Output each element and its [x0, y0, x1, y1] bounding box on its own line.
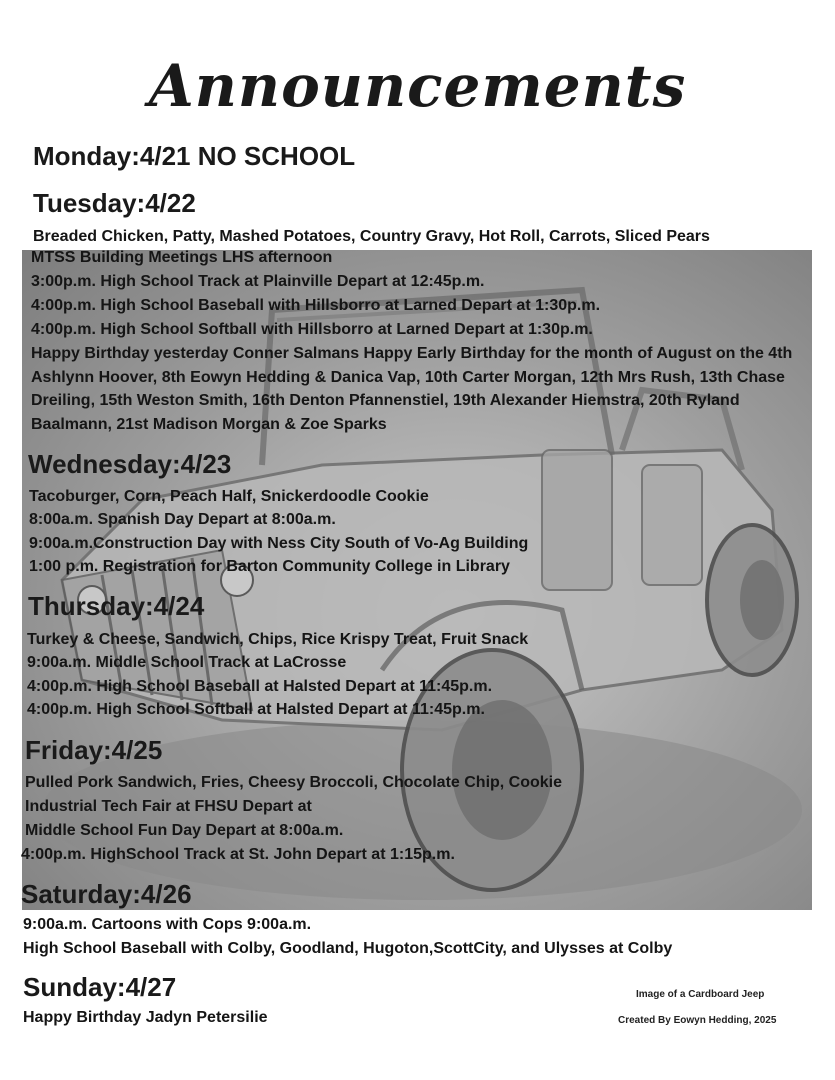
friday-item: Middle School Fun Day Depart at 8:00a.m.: [25, 822, 344, 839]
wednesday-item: 9:00a.m.Construction Day with Ness City South of Vo-Ag Building: [29, 535, 529, 552]
thursday-item: Turkey & Cheese, Sandwich, Chips, Rice Krispy Treat, Fruit Snack: [27, 631, 529, 648]
thursday-heading: Thursday:4/24: [28, 591, 205, 621]
saturday-item: High School Baseball with Colby, Goodland, Hugoton,ScottCity, and Ulysses at Colby: [23, 940, 673, 957]
saturday-heading: Saturday:4/26: [21, 879, 192, 909]
saturday-item: 9:00a.m. Cartoons with Cops 9:00a.m.: [23, 916, 312, 933]
sunday-heading: Sunday:4/27: [23, 972, 177, 1002]
tuesday-item: 3:00p.m. High School Track at Plainville Depart at 12:45p.m.: [31, 273, 485, 290]
wednesday-heading: Wednesday:4/23: [28, 449, 232, 479]
image-caption: Image of a Cardboard Jeep: [636, 989, 765, 1000]
tuesday-item: 4:00p.m. High School Baseball with Hillsborro at Larned Depart at 1:30p.m.: [31, 297, 601, 314]
monday-heading: Monday:4/21 NO SCHOOL: [33, 141, 356, 171]
friday-heading: Friday:4/25: [25, 735, 163, 765]
friday-item: Industrial Tech Fair at FHSU Depart at: [25, 798, 312, 815]
tuesday-birthdays: Happy Birthday yesterday Conner Salmans Happy Early Birthday for the month of August on the 4th Ashlynn Hoover, 8th Eowyn Hedding & Danica Vap, 10th Carter Morgan, 12th Mrs Rush, 13th Chase Dreiling, 15th Weston Smith, 16th Denton Pfannenstiel, 19th Alexander Hiemstra, 20th Ryland Baalmann, 21st Madison Morgan & Zoe Sparks: [31, 345, 793, 433]
wednesday-item: 8:00a.m. Spanish Day Depart at 8:00a.m.: [29, 511, 336, 528]
friday-item: Pulled Pork Sandwich, Fries, Cheesy Broccoli, Chocolate Chip, Cookie: [25, 774, 563, 791]
image-credit: Created By Eowyn Hedding, 2025: [618, 1015, 777, 1026]
wednesday-item: 1:00 p.m. Registration for Barton Community College in Library: [29, 558, 510, 575]
friday-item: 4:00p.m. HighSchool Track at St. John Depart at 1:15p.m.: [21, 846, 455, 863]
tuesday-item: 4:00p.m. High School Softball with Hillsborro at Larned Depart at 1:30p.m.: [31, 321, 593, 338]
thursday-item: 9:00a.m. Middle School Track at LaCrosse: [27, 654, 347, 671]
thursday-item: 4:00p.m. High School Softball at Halsted Depart at 11:45p.m.: [27, 701, 485, 718]
page-title: Announcements: [148, 52, 687, 120]
sunday-item: Happy Birthday Jadyn Petersilie: [23, 1009, 268, 1026]
thursday-item: 4:00p.m. High School Baseball at Halsted Depart at 11:45p.m.: [27, 678, 493, 695]
wednesday-item: Tacoburger, Corn, Peach Half, Snickerdoodle Cookie: [29, 488, 429, 505]
tuesday-menu: Breaded Chicken, Patty, Mashed Potatoes, Country Gravy, Hot Roll, Carrots, Sliced Pears: [33, 228, 710, 245]
tuesday-item: MTSS Building Meetings LHS afternoon: [31, 249, 333, 266]
tuesday-heading: Tuesday:4/22: [33, 188, 196, 218]
